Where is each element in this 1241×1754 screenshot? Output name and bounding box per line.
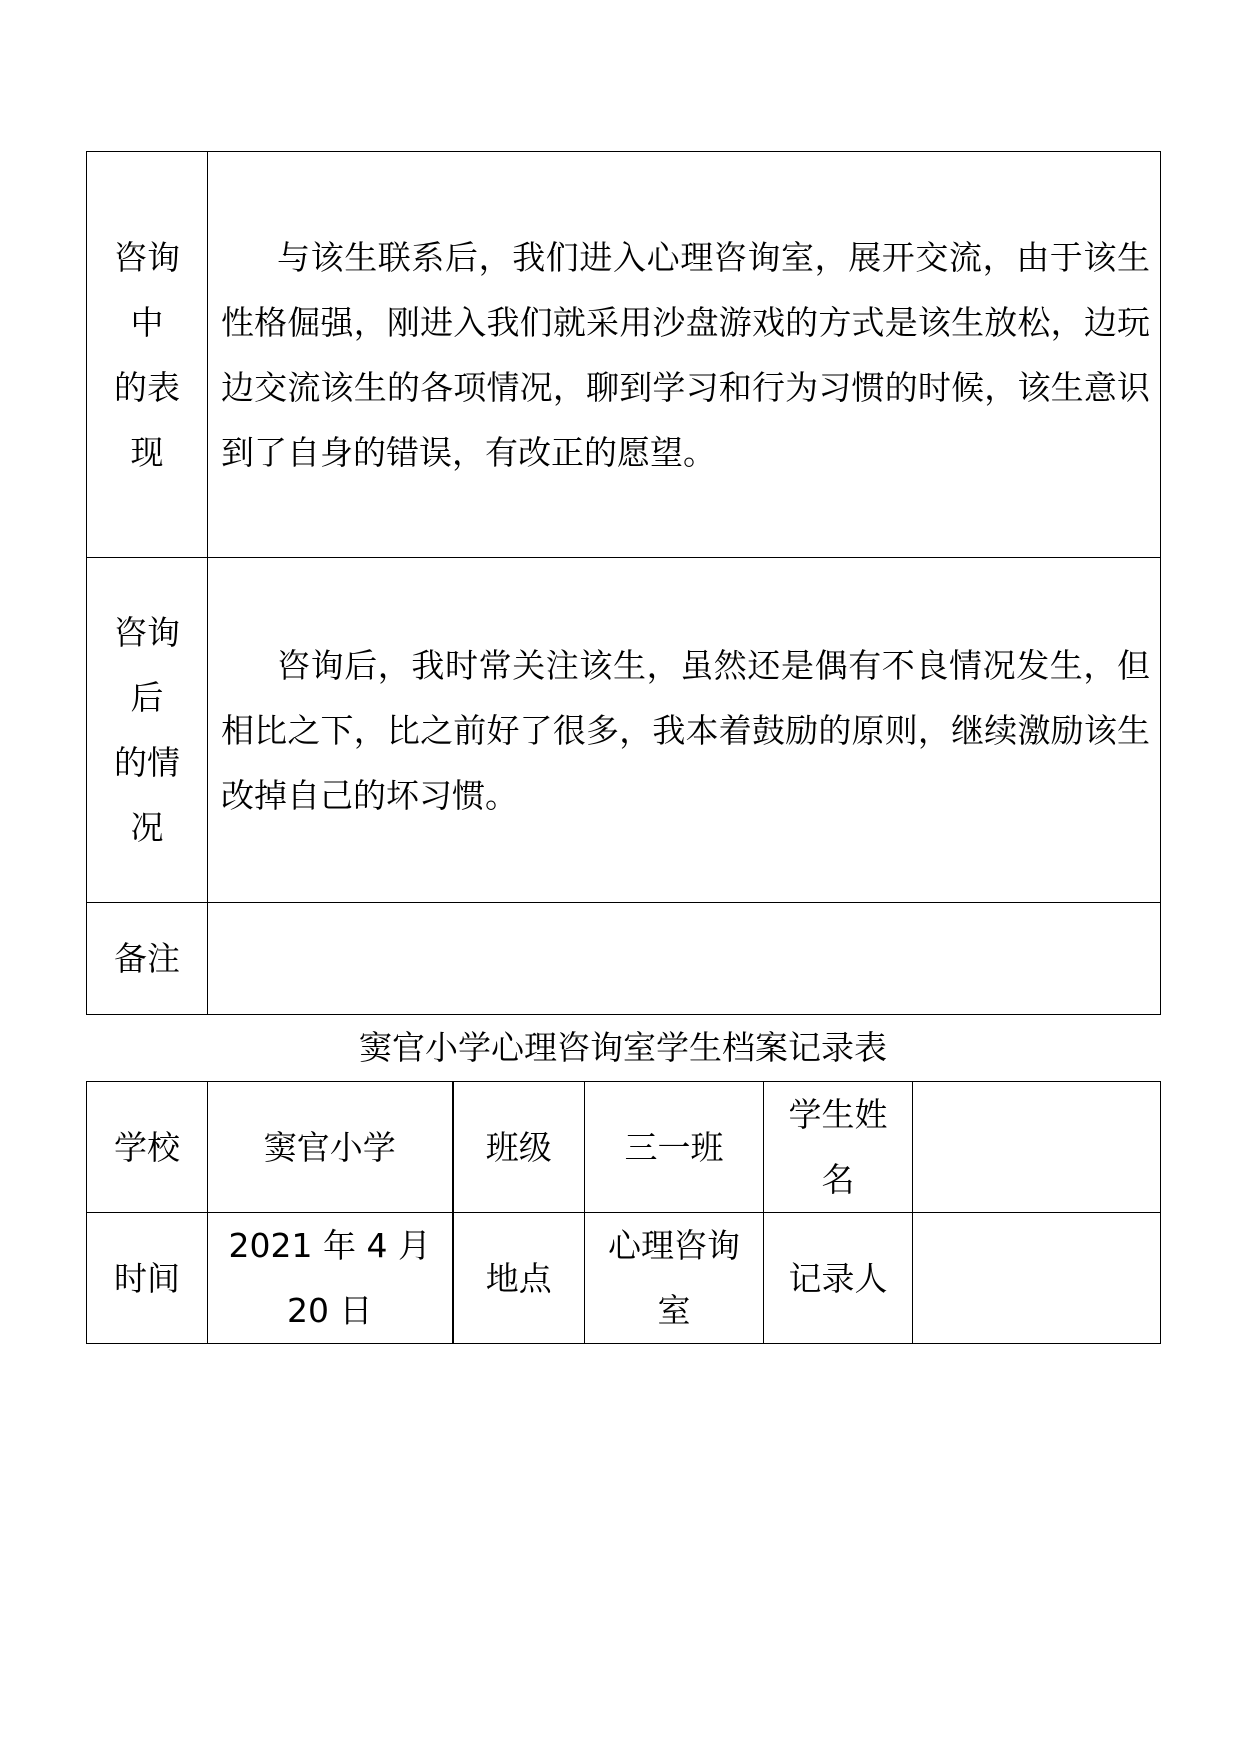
after-consultation-row xyxy=(87,558,1161,903)
info-row-2 xyxy=(87,1213,1161,1344)
recorder-value xyxy=(913,1213,1161,1344)
label-line: 咨询 xyxy=(114,613,180,652)
label-line: 现 xyxy=(130,432,164,472)
class-value: 三一班 xyxy=(585,1082,764,1213)
location-value: 心理咨询室 xyxy=(585,1213,764,1344)
recorder-label: 记录人 xyxy=(764,1213,913,1344)
student-name-label: 学生姓名 xyxy=(764,1082,913,1213)
after-consultation-label xyxy=(87,558,208,903)
class-label: 班级 xyxy=(453,1082,585,1213)
location-label: 地点 xyxy=(453,1213,585,1344)
school-value: 窦官小学 xyxy=(208,1082,453,1213)
student-info-table xyxy=(86,1081,1161,1344)
after-consultation-content xyxy=(208,558,1161,903)
notes-row xyxy=(87,903,1161,1015)
consultation-record-table xyxy=(86,151,1161,1015)
time-label: 时间 xyxy=(87,1213,208,1344)
school-label: 学校 xyxy=(87,1082,208,1213)
notes-label: 备注 xyxy=(87,903,208,1015)
label-line: 的情 xyxy=(114,743,180,782)
notes-content xyxy=(208,903,1161,1015)
during-consultation-label xyxy=(87,152,208,558)
label-line: 后 xyxy=(130,678,164,717)
time-value: 2021 年 4 月 20 日 xyxy=(208,1213,453,1344)
label-line: 中 xyxy=(130,302,164,342)
label-line: 况 xyxy=(130,808,164,847)
info-row-1 xyxy=(87,1082,1161,1213)
during-consultation-text: 与该生联系后，我们进入心理咨询室，展开交流，由于该生性格倔强，刚进入我们就采用沙盘游戏的方式是该生放松，边玩边交流该生的各项情况，聊到学习和行为习惯的时候，该生意识到了自身的错误，有改正的愿望。 xyxy=(221,237,1150,472)
during-consultation-content xyxy=(208,152,1161,558)
label-line: 的表 xyxy=(114,367,180,407)
label-line: 咨询 xyxy=(114,237,180,277)
during-consultation-row xyxy=(87,152,1161,558)
student-name-value xyxy=(913,1082,1161,1213)
document-title: 窦官小学心理咨询室学生档案记录表 xyxy=(359,1028,887,1067)
after-consultation-text: 咨询后，我时常关注该生，虽然还是偶有不良情况发生，但相比之下，比之前好了很多，我本着鼓励的原则，继续激励该生改掉自己的坏习惯。 xyxy=(221,645,1150,815)
